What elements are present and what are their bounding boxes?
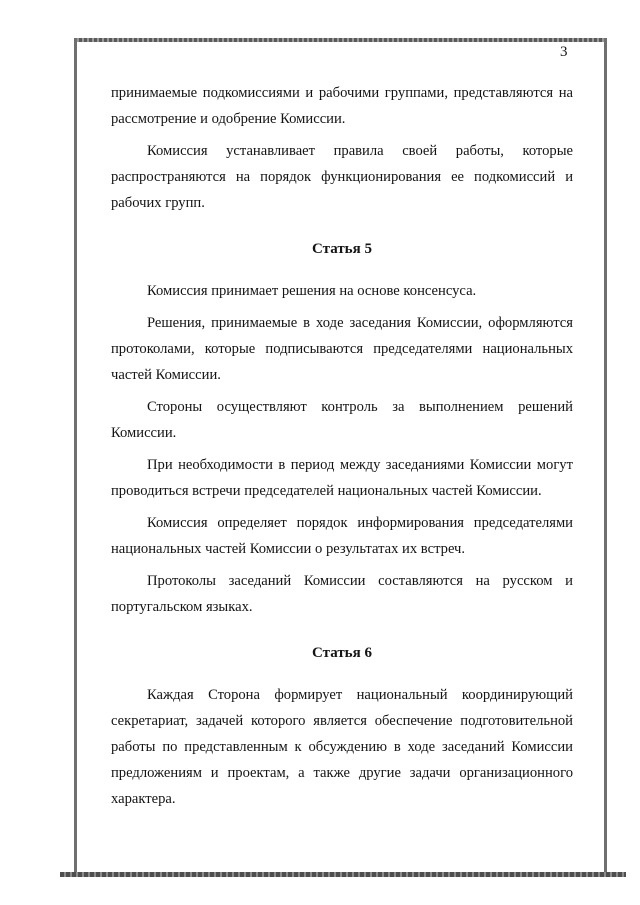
page-border-left [74,38,77,876]
paragraph-informing: Комиссия определяет порядок информирования председателями национальных частей Комиссии о результатах их встреч. [111,515,573,557]
paragraph-commission-rules: Комиссия устанавливает правила своей работы, которые распространяются на порядок функционирования ее подкомиссий и рабочих групп. [111,143,573,211]
paragraph-languages: Протоколы заседаний Комиссии составляются на русском и португальском языках. [111,573,573,615]
paragraph-continuation: принимаемые подкомиссиями и рабочими группами, представляются на рассмотрение и одобрение Комиссии. [111,85,573,127]
page-border-right [604,38,607,876]
document-body [111,80,573,818]
page-number: 3 [560,44,568,60]
article-6-heading: Статья 6 [312,645,372,661]
paragraph-control: Стороны осуществляют контроль за выполнением решений Комиссии. [111,399,573,441]
paragraph-protocols-signed: Решения, принимаемые в ходе заседания Комиссии, оформляются протоколами, которые подписываются председателями национальных частей Комиссии. [111,315,573,383]
paragraph-meetings: При необходимости в период между заседаниями Комиссии могут проводиться встречи председателей национальных частей Комиссии. [111,457,573,499]
page-border-top [74,38,607,42]
article-5-heading: Статья 5 [312,241,372,257]
paragraph-consensus: Комиссия принимает решения на основе консенсуса. [147,283,477,299]
paragraph-secretariat: Каждая Сторона формирует национальный координирующий секретариат, задачей которого является обеспечение подготовительной работы по представленным к обсуждению в ходе заседаний Комиссии предложениям и проектам, а также другие задачи организационного характера. [111,687,573,807]
page-border-bottom [60,872,626,877]
